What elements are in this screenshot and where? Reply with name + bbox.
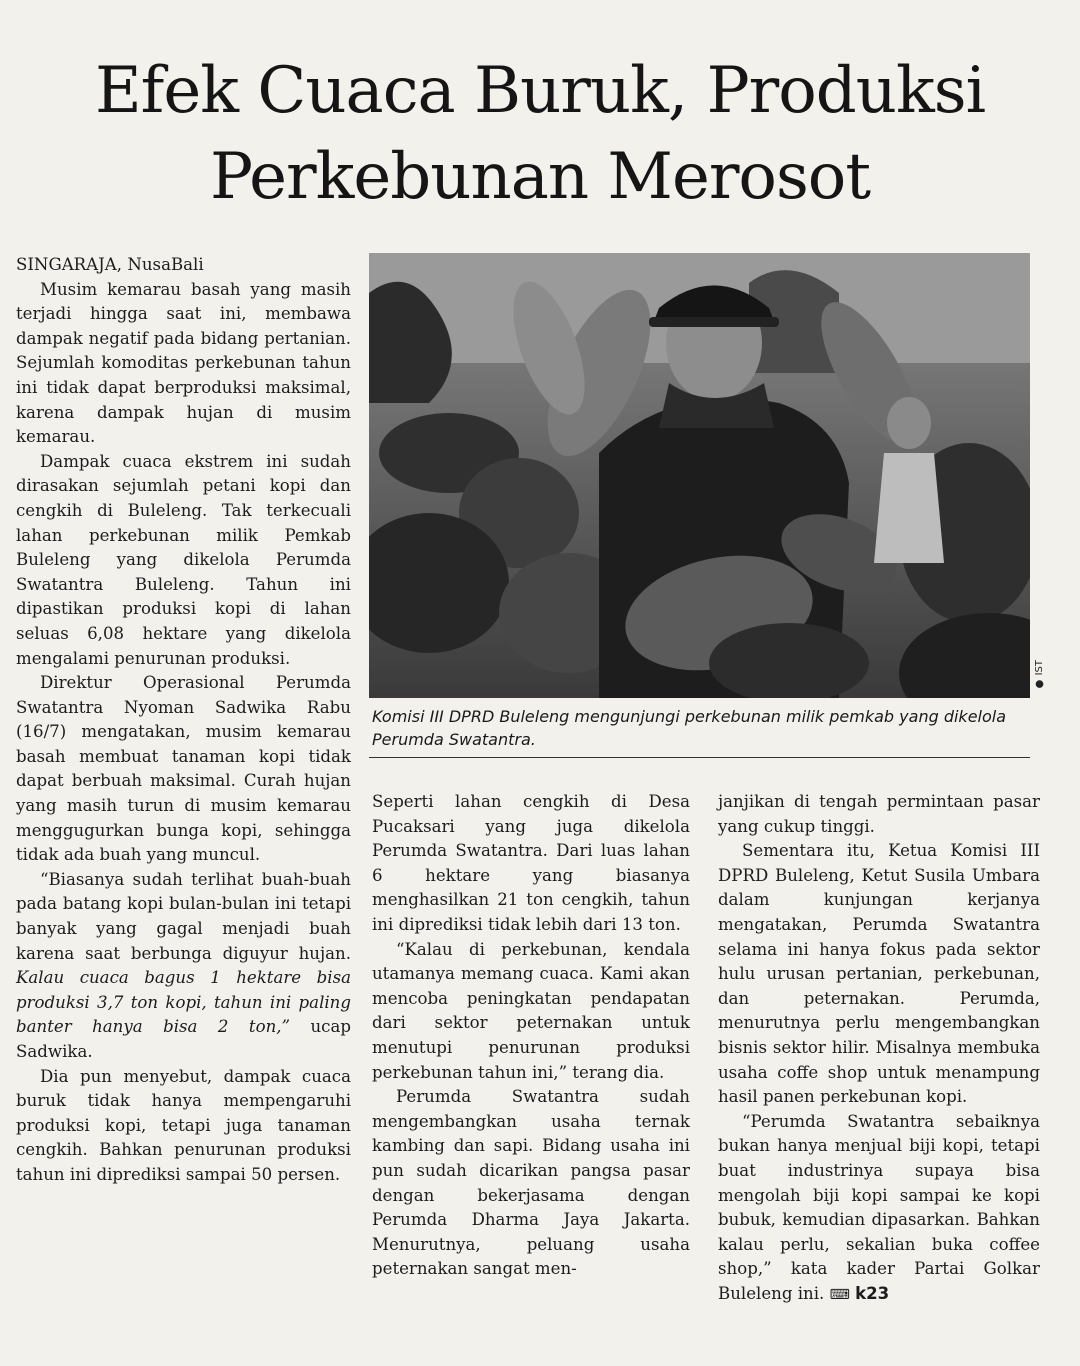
typewriter-icon: ⌨	[829, 1286, 850, 1303]
article-column-2	[372, 790, 690, 1282]
article-column-1	[16, 253, 351, 1188]
closing-paragraph	[718, 1110, 1040, 1308]
paragraph: janjikan di tengah permintaan pasar yang cukup tinggi.	[718, 792, 1040, 836]
author-signoff: k23	[855, 1283, 890, 1303]
paragraph: Dia pun menyebut, dampak cuaca buruk tidak hanya mempengaruhi produksi kopi, tetapi juga tanaman cengkih. Bahkan penurunan produksi tahun ini diprediksi sampai 50 persen.	[16, 1066, 351, 1184]
headline	[0, 48, 1080, 220]
photo-illustration	[369, 253, 1030, 698]
headline-line-2: Perkebunan Merosot	[209, 140, 871, 214]
headline-line-1: Efek Cuaca Buruk, Produksi	[94, 54, 986, 128]
caption-divider	[369, 757, 1030, 758]
paragraph: Perumda Swatantra sudah mengembangkan usaha ternak kambing dan sapi. Bidang usaha ini pun sudah dicarikan pangsa pasar dengan bekerjasama dengan Perumda Dharma Jaya Jakarta. Menurutnya, peluang usaha peternakan sangat men-	[372, 1087, 690, 1279]
paragraph: Musim kemarau basah yang masih terjadi hingga saat ini, membawa dampak negatif pada bidang pertanian. Sejumlah komoditas perkebunan tahun ini tidak dapat berproduksi maksimal, karena dampak hujan di musim kemarau.	[16, 279, 351, 447]
photo-caption: Komisi III DPRD Buleleng mengunjungi perkebunan milik pemkab yang dikelola Perumda Swatantra.	[372, 707, 1007, 749]
quote-paragraph	[16, 868, 351, 1065]
photo-credit: ● IST	[1034, 660, 1045, 690]
quote-attribution: ucap Sadwika.	[16, 1017, 351, 1061]
paragraph: Dampak cuaca ekstrem ini sudah dirasakan sejumlah petani kopi dan cengkih di Buleleng. Tak terkecuali lahan perkebunan milik Pemkab Buleleng yang dikelola Perumda Swatantra Buleleng. Tahun ini dipastikan produksi kopi di lahan seluas 6,08 hektare yang dikelola mengalami penurunan produksi.	[16, 451, 351, 668]
paragraph: “Kalau di perkebunan, kendala utamanya memang cuaca. Kami akan mencoba peningkatan pendapatan dari sektor peternakan untuk menutupi penurunan produksi perkebunan tahun ini,” terang dia.	[372, 939, 690, 1082]
article-photo	[369, 253, 1030, 698]
quote-text: “Biasanya sudah terlihat buah-buah pada batang kopi bulan-bulan ini tetapi banyak yang gagal menjadi buah karena saat berbunga diguyur hujan.	[16, 869, 351, 963]
paragraph: Sementara itu, Ketua Komisi III DPRD Buleleng, Ketut Susila Umbara dalam kunjungan kerjanya mengatakan, Perumda Swatantra selama ini hanya fokus pada sektor hulu urusan pertanian, perkebunan, dan peternakan. Perumda, menurutnya perlu mengembangkan bisnis sektor hilir. Misalnya membuka usaha coffe shop untuk menampung hasil panen perkebunan kopi.	[718, 841, 1040, 1107]
paragraph: Direktur Operasional Perumda Swatantra Nyoman Sadwika Rabu (16/7) mengatakan, musim kemarau basah membuat tanaman kopi tidak dapat berbuah maksimal. Curah hujan yang masih turun di musim kemarau menggugurkan bunga kopi, sehingga tidak ada buah yang muncul.	[16, 673, 351, 865]
quote-italic-text: Kalau cuaca bagus 1 hektare bisa produksi 3,7 ton kopi, tahun ini paling banter hanya bisa 2 ton,”	[16, 968, 351, 1037]
article-column-3	[718, 790, 1040, 1307]
dateline: SINGARAJA, NusaBali	[16, 255, 204, 274]
paragraph-text: “Perumda Swatantra sebaiknya bukan hanya menjual biji kopi, tetapi buat industrinya supaya bisa mengolah biji kopi sampai ke kopi bubuk, kemudian dipasarkan. Bahkan kalau perlu, sekalian buka coffee shop,” kata kader Partai Golkar Buleleng ini.	[718, 1111, 1040, 1303]
paragraph: Seperti lahan cengkih di Desa Pucaksari yang juga dikelola Perumda Swatantra. Dari luas lahan 6 hektare yang biasanya menghasilkan 21 ton cengkih, tahun ini diprediksi tidak lebih dari 13 ton.	[372, 792, 690, 934]
